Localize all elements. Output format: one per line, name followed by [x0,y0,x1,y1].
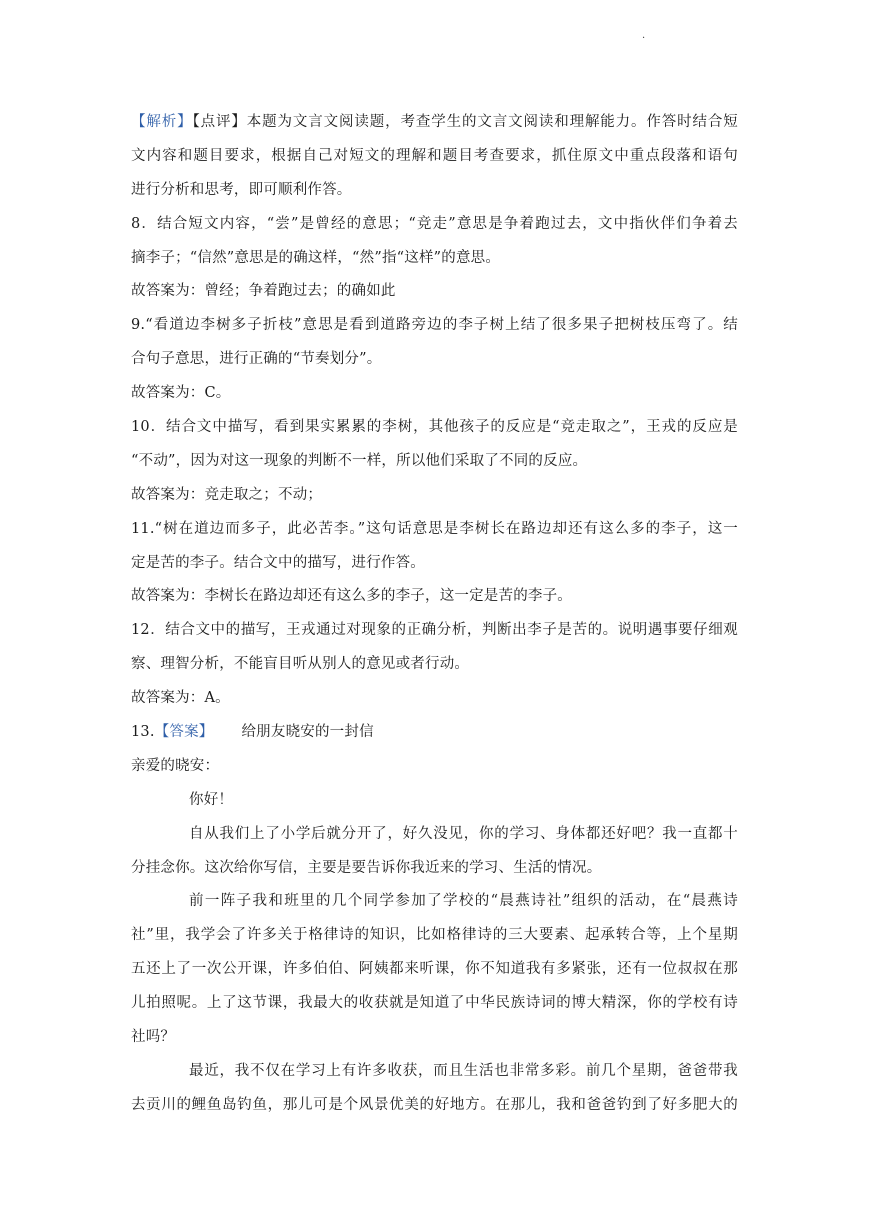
letter-title: 给朋友晓安的一封信 [241,724,374,741]
analysis-label: 【解析】 [131,114,193,130]
q12-line: 12．结合文中的描写，王戎通过对现象的正确分析，判断出李子是苦的。说明遇事要仔细观 [131,622,738,639]
q8-line: 8．结合短文内容，“尝”是曾经的意思；“竞走”意思是争着跑过去，文中指伙伴们争着去 [131,215,738,232]
text-line: 文内容和题目要求，根据自己对短文的理解和题目考查要求，抓住原文中重点段落和语句 [131,147,738,164]
header-mark: · [642,33,646,44]
letter-paragraph-line: 社”里，我学会了许多关于格律诗的知识，比如格律诗的三大要素、起承转合等，上个星期 [131,927,738,944]
letter-salutation: 亲爱的晓安： [131,757,220,774]
q10-line: 10．结合文中描写，看到果实累累的李树，其他孩子的反应是“竞走取之”，王戎的反应是 [131,419,738,436]
q13-line: 13.【答案】 给朋友晓安的一封信 [131,724,374,741]
q11-line: 11.“树在道边而多子，此必苦李。”这句话意思是李树长在路边却还有这么多的李子，这一 [131,520,738,537]
letter-paragraph-line: 五还上了一次公开课，许多伯伯、阿姨都来听课，你不知道我有多紧张，还有一位叔叔在那 [131,961,738,978]
q9-line: 9.“看道边李树多子折枝”意思是看到道路旁边的李子树上结了很多果子把树枝压弯了。结 [131,317,738,334]
answer-line: 故答案为：曾经；争着跑过去；的确如此 [131,283,396,300]
analysis-line: 【解析】【点评】本题为文言文阅读题，考查学生的文言文阅读和理解能力。作答时结合短 [131,114,738,130]
letter-paragraph-line: 最近，我不仅在学习上有许多收获，而且生活也非常多彩。前几个星期，爸爸带我 [189,1062,738,1079]
letter-greeting: 你好！ [189,791,234,808]
answer-line: 故答案为：李树长在路边却还有这么多的李子，这一定是苦的李子。 [131,588,572,605]
letter-paragraph-line: 去贡川的鲤鱼岛钓鱼，那儿可是个风景优美的好地方。在那儿，我和爸爸钓到了好多肥大的 [131,1096,738,1113]
answer-line: 故答案为：A。 [131,690,230,707]
letter-paragraph-line: 自从我们上了小学后就分开了，好久没见，你的学习、身体都还好吧？我一直都十 [189,825,738,842]
answer-line: 故答案为：竞走取之；不动； [131,486,323,503]
letter-paragraph-line: 社吗？ [131,1029,176,1046]
letter-paragraph-line: 分挂念你。这次给你写信，主要是要告诉你我近来的学习、生活的情况。 [131,859,602,876]
text-line: 摘李子；“信然”意思是的确这样，“然”指“这样”的意思。 [131,249,501,266]
answer-label: 【答案】 [154,724,214,741]
text-line: 进行分析和思考，即可顺利作答。 [131,181,352,198]
text-line: 定是苦的李子。结合文中的描写，进行作答。 [131,554,425,571]
text-line: 察、理智分析，不能盲目听从别人的意见或者行动。 [131,656,470,673]
document-body [131,106,738,1123]
comment-label: 【点评】 [192,114,247,130]
text-line: “不动”，因为对这一现象的判断不一样，所以他们采取了不同的反应。 [131,452,588,469]
text-line: 合句子意思，进行正确的“节奏划分”。 [131,351,382,368]
letter-paragraph-line: 儿拍照呢。上了这节课，我最大的收获就是知道了中华民族诗词的博大精深，你的学校有诗 [131,995,738,1012]
answer-line: 故答案为：C。 [131,385,231,402]
letter-paragraph-line: 前一阵子我和班里的几个同学参加了学校的“晨燕诗社”组织的活动，在“晨燕诗 [189,893,738,910]
